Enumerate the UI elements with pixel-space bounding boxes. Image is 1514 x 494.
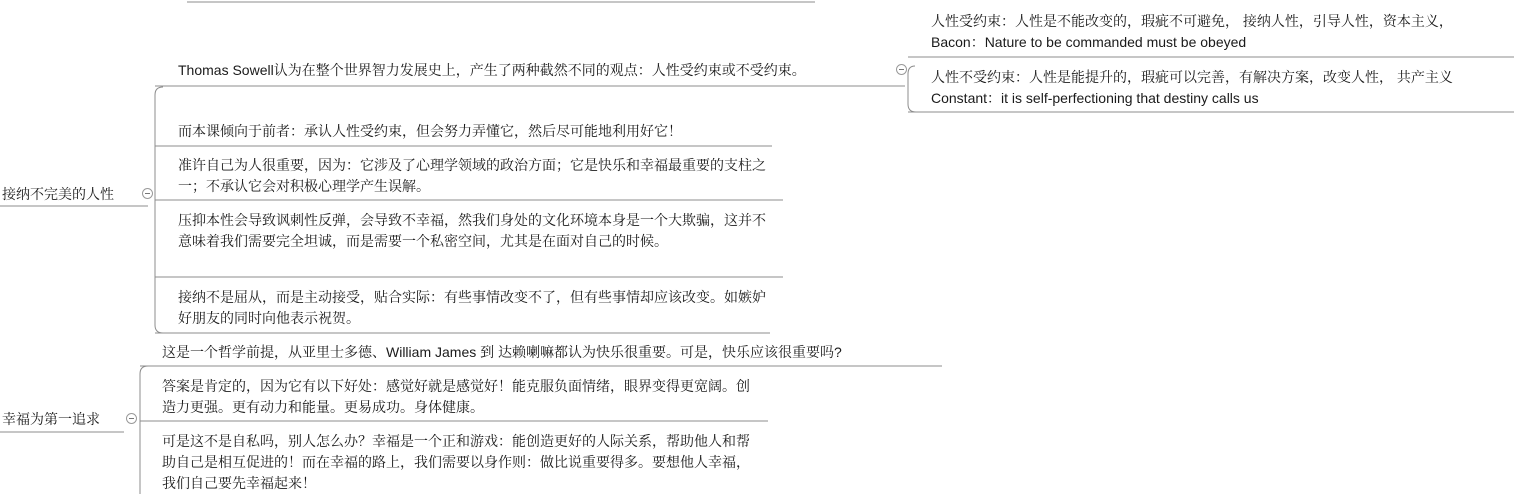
node-acceptance[interactable]: 接纳不是屈从，而是主动接受，贴合实际：有些事情改变不了，但有些事情却应该改变。如嫉妒好朋友的同时向他表示祝贺。	[178, 289, 766, 326]
node-bacon-quote: Bacon：Nature to be commanded must be obeyed	[931, 34, 1247, 50]
connector-sowell-spine	[908, 66, 916, 112]
node-constant-quote: Constant：it is self-perfectioning that destiny calls us	[931, 90, 1259, 106]
connector-root1-spine	[155, 87, 163, 333]
node-unconstrained-text: 人性不受约束：人性是能提升的，瑕疵可以完善，有解决方案，改变人性， 共产主义	[931, 69, 1453, 85]
topic-accept-imperfect[interactable]: 接纳不完美的人性	[2, 186, 114, 202]
collapse-node-sowell-icon[interactable]	[896, 64, 907, 75]
node-sowell[interactable]: Thomas Sowell认为在整个世界智力发展史上，产生了两种截然不同的观点：人性受约束或不受约束。	[178, 62, 806, 78]
node-answer[interactable]: 答案是肯定的，因为它有以下好处：感觉好就是感觉好！能克服负面情绪，眼界变得更宽阔。创造力更强。更有动力和能量。更易成功。身体健康。	[162, 378, 750, 415]
collapse-topic-accept-imperfect-icon[interactable]	[142, 188, 153, 199]
node-constrained[interactable]	[931, 11, 1453, 53]
node-permit[interactable]: 准许自己为人很重要，因为：它涉及了心理学领域的政治方面；它是快乐和幸福最重要的支柱之一；不承认它会对积极心理学产生误解。	[178, 157, 766, 194]
node-course[interactable]: 而本课倾向于前者：承认人性受约束，但会努力弄懂它，然后尽可能地利用好它！	[178, 123, 682, 139]
node-unconstrained[interactable]	[931, 67, 1453, 109]
node-selfish[interactable]: 可是这不是自私吗，别人怎么办？幸福是一个正和游戏：能创造更好的人际关系，帮助他人和帮助自己是相互促进的！而在幸福的路上，我们需要以身作则：做比说重要得多。要想他人幸福，我们自己要先幸福起来！	[162, 433, 750, 491]
collapse-topic-happiness-first-icon[interactable]	[126, 413, 137, 424]
node-suppress[interactable]: 压抑本性会导致讽刺性反弹，会导致不幸福，然我们身处的文化环境本身是一个大欺骗，这并不意味着我们需要完全坦诚，而是需要一个私密空间，尤其是在面对自己的时候。	[178, 212, 766, 249]
node-constrained-text: 人性受约束：人性是不能改变的，瑕疵不可避免， 接纳人性，引导人性，资本主义，	[931, 13, 1453, 29]
topic-happiness-first[interactable]: 幸福为第一追求	[2, 411, 100, 427]
connector-root2-spine	[140, 366, 148, 494]
node-premise[interactable]: 这是一个哲学前提，从亚里士多德、William James 到 达赖喇嘛都认为快乐很重要。可是，快乐应该很重要吗?	[162, 344, 842, 360]
